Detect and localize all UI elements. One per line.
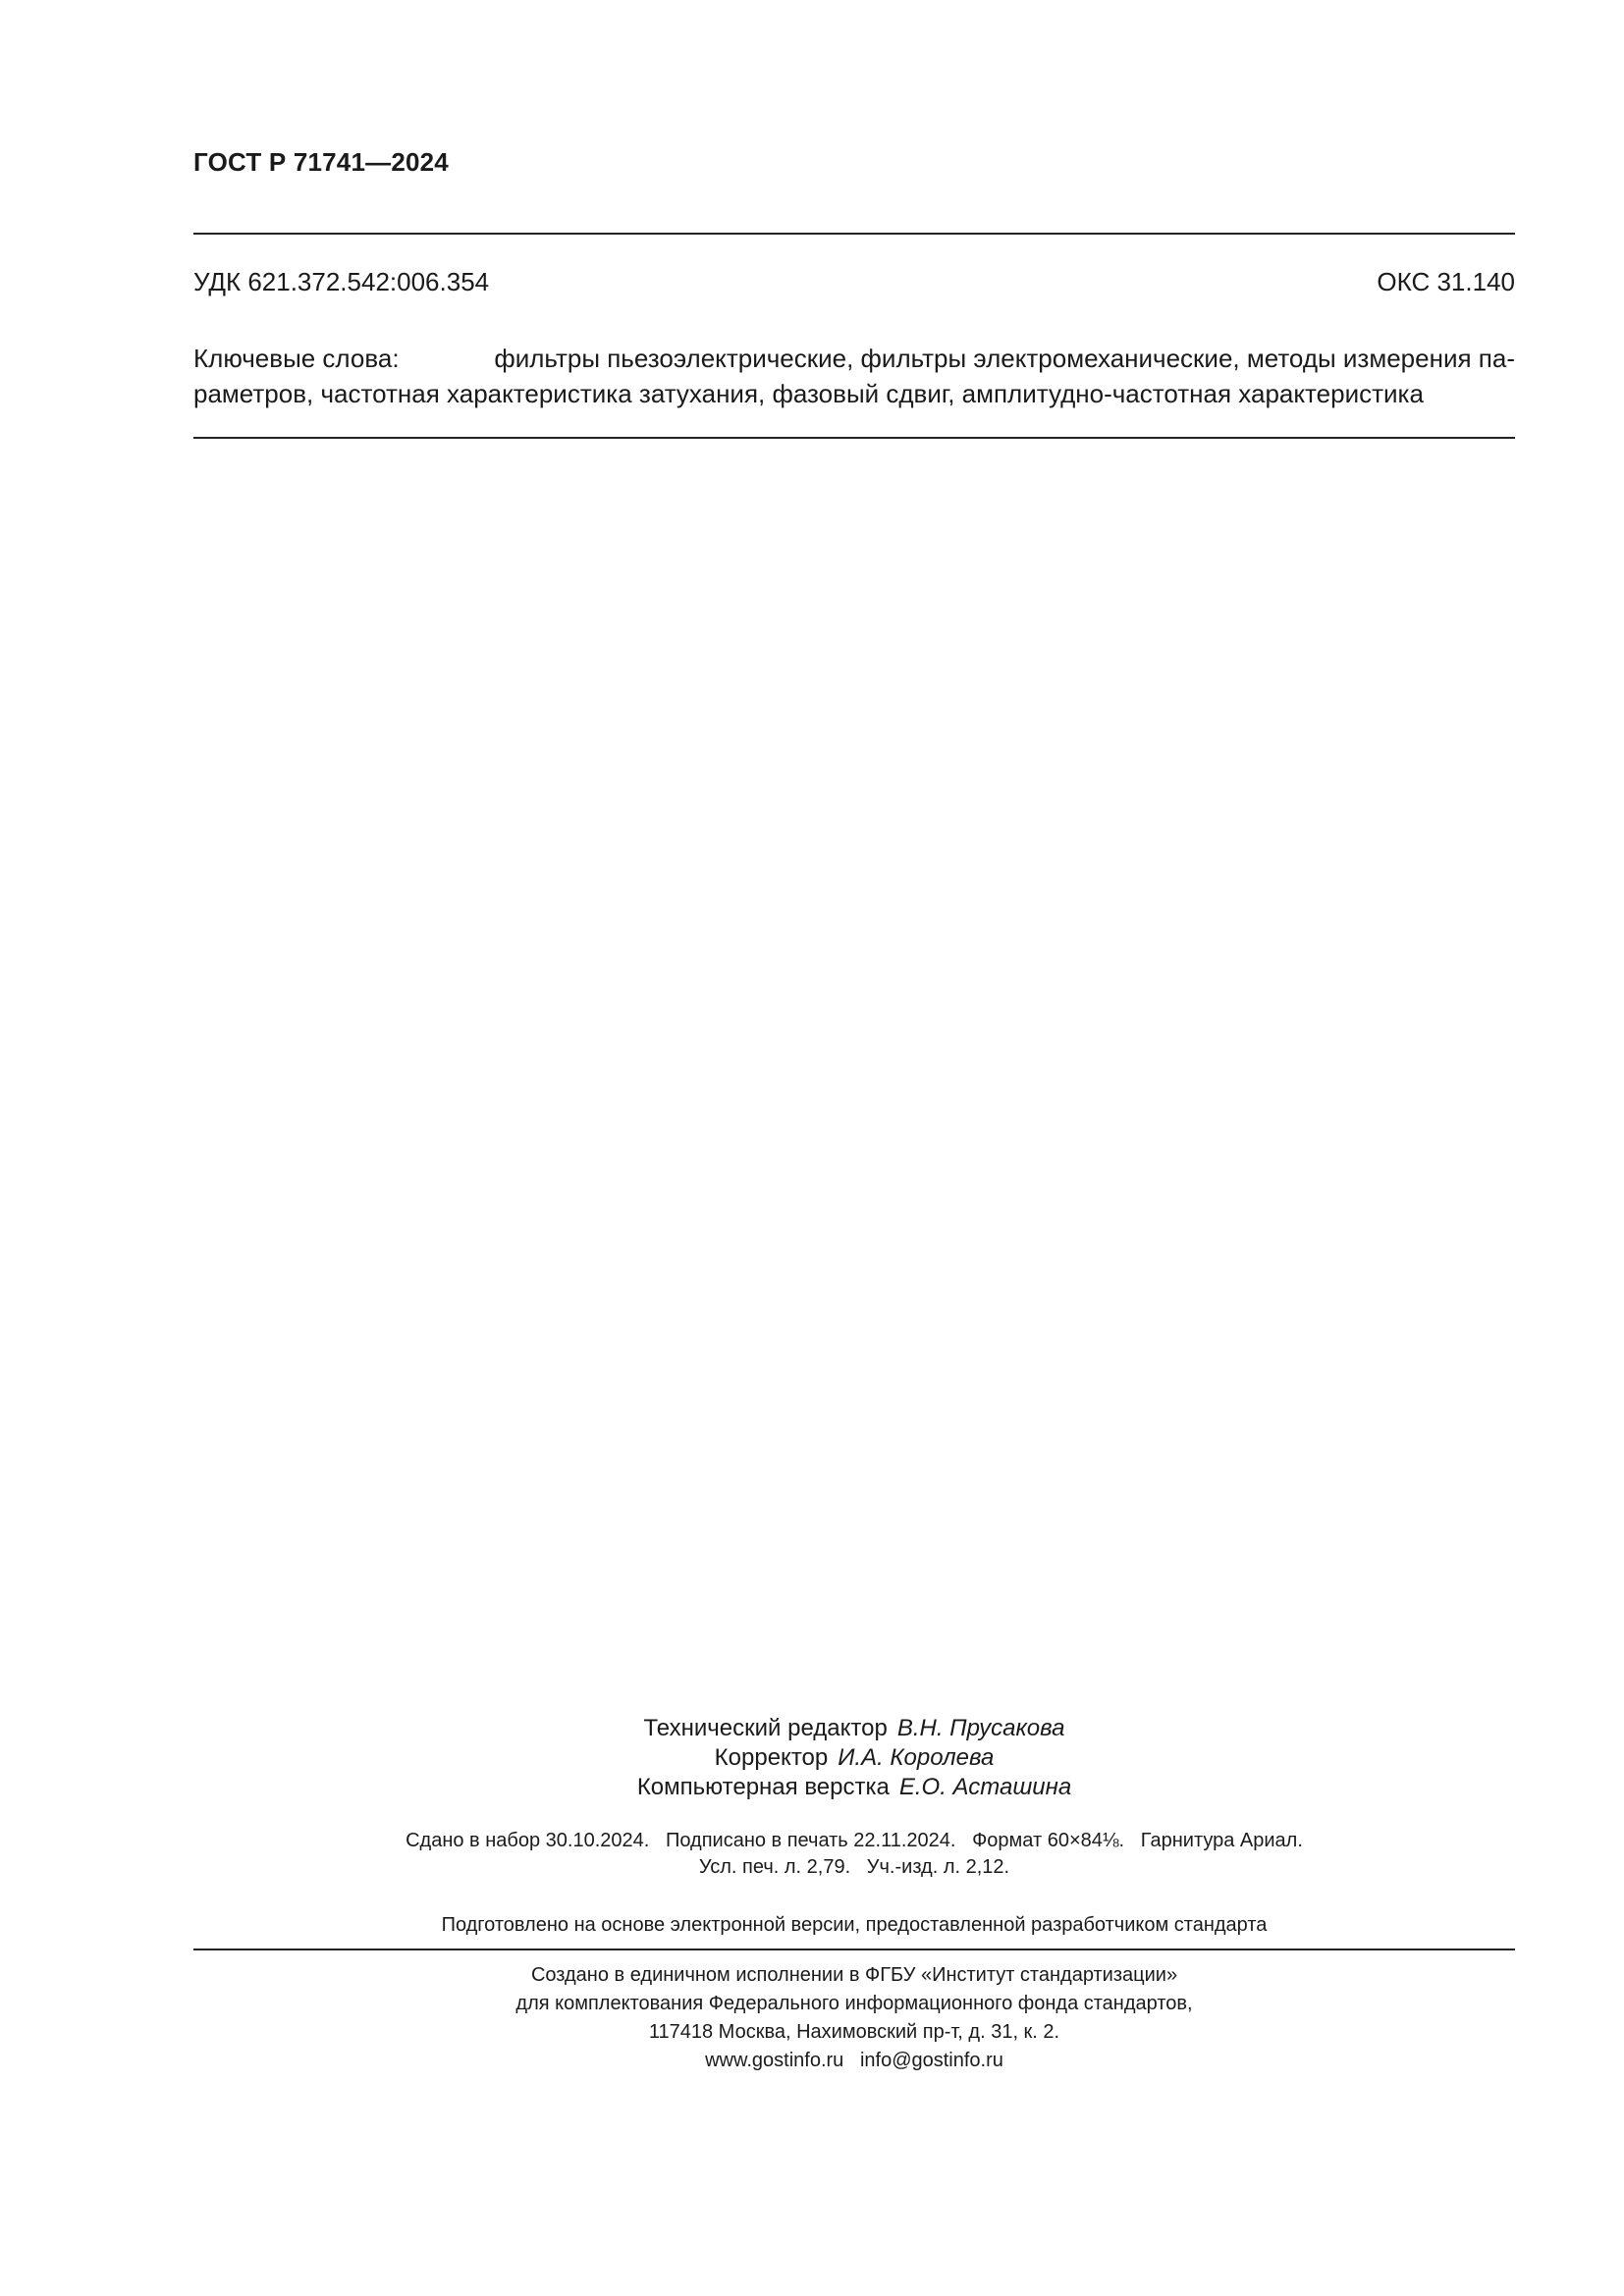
- print-info-line-2: Усл. печ. л. 2,79. Уч.-изд. л. 2,12.: [698, 1856, 1010, 1878]
- footer-contacts: www.gostinfo.ru info@gostinfo.ru: [705, 2050, 1003, 2071]
- print-info: [193, 1828, 1515, 1881]
- credit-role: Технический редактор: [643, 1715, 888, 1741]
- footer-divider: [193, 1949, 1515, 1950]
- credits-block: [193, 1714, 1515, 1802]
- keywords-text-1: фильтры пьезоэлектрические, фильтры электромеханические, методы измерения па-: [494, 344, 1515, 373]
- udk-code: УДК 621.372.542:006.354: [193, 267, 490, 296]
- footer-line-2: для комплектования Федерального информационного фонда стандартов,: [515, 1993, 1193, 2014]
- footer-line-1: Создано в единичном исполнении в ФГБУ «Институт стандартизации»: [530, 1964, 1178, 1986]
- credit-row: [193, 1743, 1515, 1773]
- document-designation: ГОСТ Р 71741—2024: [193, 147, 449, 177]
- credit-name: И.А. Королева: [838, 1744, 995, 1771]
- keywords-block: [193, 341, 1515, 411]
- prepared-note: Подготовлено на основе электронной версии, предоставленной разработчиком стандарта: [441, 1914, 1268, 1936]
- footer-line-3: 117418 Москва, Нахимовский пр-т, д. 31, к. 2.: [648, 2021, 1060, 2043]
- credit-name: Е.О. Асташина: [898, 1774, 1072, 1800]
- print-info-line-1: Сдано в набор 30.10.2024. Подписано в печать 22.11.2024. Формат 60×84⅛. Гарнитура Ариал.: [406, 1830, 1303, 1851]
- credit-role: Корректор: [714, 1744, 829, 1771]
- header-divider: [193, 233, 1515, 235]
- keywords-line-1: [193, 341, 1515, 376]
- publisher-footer: [193, 1961, 1515, 2075]
- credit-role: Компьютерная верстка: [636, 1774, 890, 1800]
- keywords-label: Ключевые слова:: [193, 344, 400, 373]
- credit-row: [193, 1773, 1515, 1802]
- credit-row: [193, 1714, 1515, 1743]
- keywords-divider: [193, 437, 1515, 439]
- keywords-text-2: раметров, частотная характеристика затухания, фазовый сдвиг, амплитудно-частотная характеристика: [193, 379, 1424, 408]
- oks-code: ОКС 31.140: [1377, 267, 1515, 296]
- credit-name: В.Н. Прусакова: [896, 1715, 1065, 1741]
